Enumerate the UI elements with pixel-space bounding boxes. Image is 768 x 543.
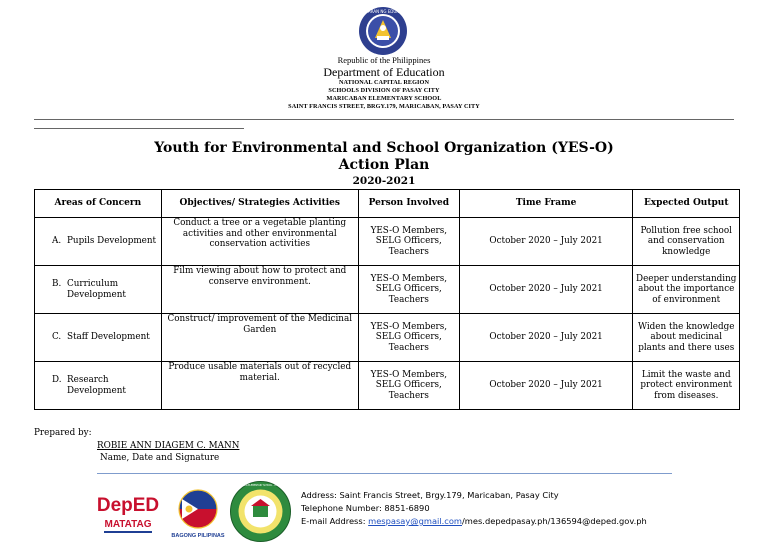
time-cell: October 2020 – July 2021 [459, 362, 633, 410]
department-label: Department of Education [323, 65, 445, 79]
school-seal-logo [229, 480, 292, 543]
area-text: Pupils Development [67, 236, 157, 247]
signature-caption: Name, Date and Signature [100, 453, 220, 463]
person-cell: YES-O Members, SELG Officers, Teachers [358, 218, 459, 266]
time-cell: October 2020 – July 2021 [459, 314, 633, 362]
header-time: Time Frame [459, 190, 633, 218]
header-divider-short [34, 128, 244, 129]
area-letter: B. [52, 279, 62, 289]
person-cell: YES-O Members, SELG Officers, Teachers [358, 314, 459, 362]
output-cell: Pollution free school and conservation knowledge [633, 218, 740, 266]
area-text: Research Development [67, 375, 126, 396]
area-cell [35, 314, 162, 362]
svg-text:DepED: DepED [96, 495, 160, 516]
table-row [35, 362, 740, 410]
footer-address: Address: Saint Francis Street, Brgy.179, Maricaban, Pasay City [301, 490, 559, 500]
preparer-name: ROBIE ANN DIAGEM C. MANN [97, 441, 240, 451]
table-row [35, 314, 740, 362]
document-subtitle: Action Plan [338, 157, 430, 173]
school-year: 2020-2021 [352, 175, 416, 187]
deped-matatag-logo [96, 487, 160, 539]
action-plan-table [34, 189, 740, 410]
area-text: Staff Development [67, 332, 150, 343]
table-header-row [35, 190, 740, 218]
republic-label: Republic of the Philippines [337, 55, 431, 65]
prepared-by-label: Prepared by: [34, 428, 92, 438]
facebook-link[interactable]: /mes.depedpasay.ph/136594@deped.gov.ph [462, 516, 647, 526]
school-label: MARICABAN ELEMENTARY SCHOOL [326, 95, 442, 102]
area-text: Curriculum Development [67, 279, 126, 300]
area-letter: A. [52, 236, 62, 247]
header-objectives: Objectives/ Strategies Activities [161, 190, 358, 218]
header-person: Person Involved [358, 190, 459, 218]
output-cell: Deeper understanding about the importance of environment [633, 266, 740, 314]
person-cell: YES-O Members, SELG Officers, Teachers [358, 266, 459, 314]
email-label: E-mail Address: [301, 516, 369, 526]
objective-cell: Construct/ improvement of the Medicinal Garden [161, 314, 358, 362]
svg-text:MARICABAN ELEMENTARY SCHOOL ·: MARICABAN ELEMENTARY SCHOOL · PASAY CITY [234, 484, 287, 487]
area-letter: D. [52, 375, 62, 385]
email-link[interactable]: mespasay@gmail.com [368, 516, 462, 526]
output-cell: Limit the waste and protect environment from diseases. [633, 362, 740, 410]
output-cell: Widen the knowledge about medicinal plants and there uses [633, 314, 740, 362]
footer-divider [97, 473, 672, 474]
table-row [35, 218, 740, 266]
area-cell [35, 362, 162, 410]
region-label: NATIONAL CAPITAL REGION [338, 79, 430, 86]
person-cell: YES-O Members, SELG Officers, Teachers [358, 362, 459, 410]
footer-email-line [301, 516, 647, 526]
header-areas: Areas of Concern [35, 190, 162, 218]
svg-text:KAGAWARAN NG EDUKASYON: KAGAWARAN NG EDUKASYON [353, 9, 413, 14]
header-output: Expected Output [633, 190, 740, 218]
document-title: Youth for Environmental and School Organization (YES-O) [154, 140, 614, 156]
division-label: SCHOOLS DIVISION OF PASAY CITY [328, 87, 440, 94]
deped-seal-logo [353, 6, 413, 56]
svg-text:MATATAG: MATATAG [104, 519, 152, 530]
time-cell: October 2020 – July 2021 [459, 266, 633, 314]
area-letter: C. [52, 332, 62, 343]
objective-cell: Produce usable materials out of recycled material. [161, 362, 358, 410]
area-cell [35, 266, 162, 314]
table-row [35, 266, 740, 314]
svg-text:BAGONG PILIPINAS: BAGONG PILIPINAS [171, 533, 225, 539]
time-cell: October 2020 – July 2021 [459, 218, 633, 266]
objective-cell: Conduct a tree or a vegetable planting activities and other environmental conservation activities [161, 218, 358, 266]
objective-cell: Film viewing about how to protect and conserve environment. [161, 266, 358, 314]
street-label: SAINT FRANCIS STREET, BRGY.179, MARICABAN, PASAY CITY [288, 103, 480, 110]
bagong-pilipinas-logo [168, 485, 228, 541]
footer-telephone: Telephone Number: 8851-6890 [301, 503, 430, 513]
header-divider [34, 119, 734, 120]
area-cell [35, 218, 162, 266]
